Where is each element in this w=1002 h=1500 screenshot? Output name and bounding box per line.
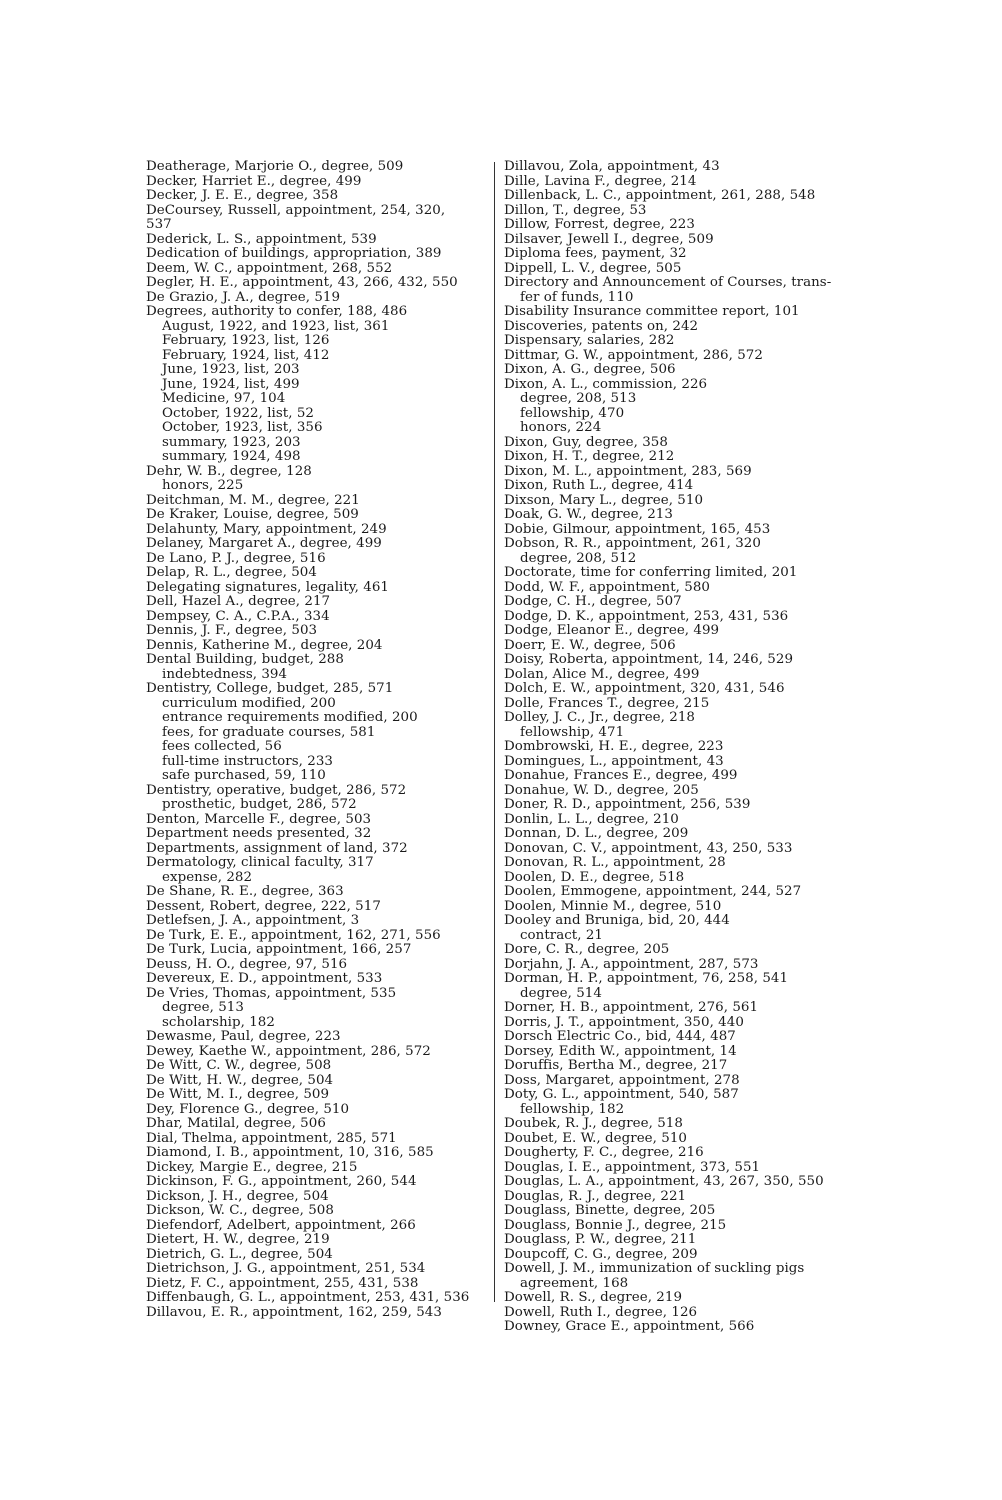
- index-entry: De Vries, Thomas, appointment, 535: [146, 985, 397, 1001]
- index-subentry: degree, 514: [520, 985, 602, 1001]
- index-entry: Dolch, E. W., appointment, 320, 431, 546: [504, 681, 785, 696]
- index-entry: Dodge, C. H., degree, 507: [504, 594, 682, 609]
- index-entry: Dowell, R. S., degree, 219: [504, 1290, 683, 1305]
- index-subentry: prosthetic, budget, 286, 572: [162, 797, 357, 812]
- index-entry: Dombrowski, H. E., degree, 223: [504, 739, 724, 754]
- index-entry: Degler, H. E., appointment, 43, 266, 432, 550: [146, 275, 458, 290]
- index-subentry: entrance requirements modified, 200: [162, 710, 418, 725]
- index-subentry: February, 1924, list, 412: [162, 347, 330, 363]
- column-divider: [494, 162, 495, 1302]
- index-entry: Donovan, C. V., appointment, 43, 250, 533: [504, 840, 793, 856]
- index-subentry: degree, 513: [162, 1000, 244, 1015]
- index-entry: Dorris, J. T., appointment, 350, 440: [504, 1014, 744, 1030]
- index-entry: Dillavou, E. R., appointment, 162, 259, 543: [146, 1304, 442, 1320]
- index-entry: Douglass, P. W., degree, 211: [504, 1232, 697, 1247]
- index-entry: Dorsey, Edith W., appointment, 14: [504, 1043, 737, 1059]
- index-entry: Dixson, Mary L., degree, 510: [504, 492, 704, 508]
- index-entry: Dodd, W. F., appointment, 580: [504, 579, 710, 595]
- index-subentry: fellowship, 182: [520, 1101, 625, 1117]
- index-entry: Doak, G. W., degree, 213: [504, 507, 673, 522]
- index-entry: Dispensary, salaries, 282: [504, 333, 675, 348]
- index-entry: Dentistry, operative, budget, 286, 572: [146, 782, 407, 798]
- index-entry: Dittmar, G. W., appointment, 286, 572: [504, 347, 763, 363]
- index-subentry: fer of funds, 110: [520, 289, 634, 305]
- index-entry: Dewasme, Paul, degree, 223: [146, 1029, 341, 1044]
- index-entry: Dippell, L. V., degree, 505: [504, 260, 682, 276]
- index-entry: Dietert, H. W., degree, 219: [146, 1232, 330, 1247]
- index-entry: Delegating signatures, legality, 461: [146, 579, 389, 595]
- index-entry: Doruffis, Bertha M., degree, 217: [504, 1058, 728, 1073]
- index-entry: Dorner, H. B., appointment, 276, 561: [504, 1000, 759, 1015]
- index-entry: Dixon, A. G., degree, 506: [504, 362, 676, 377]
- index-entry: Dooley and Bruniga, bid, 20, 444: [504, 913, 730, 928]
- index-entry: Dixon, A. L., commission, 226: [504, 376, 708, 392]
- index-subentry: full-time instructors, 233: [162, 753, 333, 769]
- index-entry: Dobson, R. R., appointment, 261, 320: [504, 536, 761, 551]
- index-entry: Dickey, Margie E., degree, 215: [146, 1159, 358, 1175]
- index-entry: Dorjahn, J. A., appointment, 287, 573: [504, 956, 759, 972]
- index-entry: De Shane, R. E., degree, 363: [146, 884, 344, 899]
- index-entry: Dorsch Electric Co., bid, 444, 487: [504, 1029, 736, 1044]
- index-subentry: February, 1923, list, 126: [162, 333, 330, 348]
- index-entry: Doss, Margaret, appointment, 278: [504, 1072, 740, 1088]
- index-subentry: June, 1923, list, 203: [162, 362, 300, 377]
- index-entry: Dewey, Kaethe W., appointment, 286, 572: [146, 1043, 431, 1059]
- index-entry: Dennis, Katherine M., degree, 204: [146, 637, 383, 653]
- index-entry: Dessent, Robert, degree, 222, 517: [146, 898, 381, 914]
- index-entry: Dorman, H. P., appointment, 76, 258, 541: [504, 971, 789, 986]
- index-entry: Dixon, H. T., degree, 212: [504, 449, 675, 464]
- index-entry: Dodge, D. K., appointment, 253, 431, 536: [504, 608, 789, 624]
- index-subentry: expense, 282: [162, 869, 253, 885]
- index-entry: Dobie, Gilmour, appointment, 165, 453: [504, 521, 771, 537]
- index-entry: Dietz, F. C., appointment, 255, 431, 538: [146, 1275, 419, 1291]
- index-entry: Decker, J. E. E., degree, 358: [146, 188, 339, 203]
- index-entry: Doerr, E. W., degree, 506: [504, 637, 676, 653]
- index-subentry: summary, 1924, 498: [162, 449, 301, 464]
- index-entry: Denton, Marcelle F., degree, 503: [146, 811, 372, 827]
- index-entry: Dillenback, L. C., appointment, 261, 288, 548: [504, 188, 816, 203]
- index-entry: Dillavou, Zola, appointment, 43: [504, 159, 720, 174]
- index-entry: Dempsey, C. A., C.P.A., 334: [146, 608, 330, 624]
- index-entry: Dille, Lavina F., degree, 214: [504, 173, 697, 189]
- index-entry: Decker, Harriet E., degree, 499: [146, 173, 362, 189]
- index-column-left: [146, 160, 486, 1320]
- index-entry: Dolley, J. C., Jr., degree, 218: [504, 710, 695, 725]
- index-entry: Donnan, D. L., degree, 209: [504, 826, 689, 841]
- index-subentry: fees, for graduate courses, 581: [162, 724, 376, 740]
- index-entry: Dell, Hazel A., degree, 217: [146, 594, 331, 609]
- index-subentry: fellowship, 470: [520, 405, 625, 421]
- index-entry: Doolen, Emmogene, appointment, 244, 527: [504, 884, 802, 899]
- index-entry: Dehr, W. B., degree, 128: [146, 463, 312, 479]
- index-entry: Delap, R. L., degree, 504: [146, 565, 317, 580]
- index-subentry: summary, 1923, 203: [162, 434, 301, 450]
- index-entry: Donlin, L. L., degree, 210: [504, 811, 679, 827]
- index-entry: Doty, G. L., appointment, 540, 587: [504, 1087, 739, 1102]
- index-continuation: 537: [146, 217, 172, 232]
- index-entry: Douglas, R. J., degree, 221: [504, 1188, 687, 1204]
- index-entry: Dillow, Forrest, degree, 223: [504, 217, 695, 232]
- index-entry: Deatherage, Marjorie O., degree, 509: [146, 159, 404, 174]
- index-entry: Dermatology, clinical faculty, 317: [146, 855, 374, 870]
- index-entry: Dickson, W. C., degree, 508: [146, 1203, 334, 1218]
- index-entry: Disability Insurance committee report, 101: [504, 304, 800, 319]
- index-entry: Doubek, R. J., degree, 518: [504, 1116, 683, 1131]
- index-entry: Dolle, Frances T., degree, 215: [504, 695, 710, 711]
- index-entry: Dixon, Ruth L., degree, 414: [504, 478, 694, 493]
- index-entry: Delaney, Margaret A., degree, 499: [146, 536, 382, 551]
- index-entry: Doner, R. D., appointment, 256, 539: [504, 797, 751, 812]
- index-entry: Donahue, Frances E., degree, 499: [504, 768, 738, 783]
- index-entry: Doolen, Minnie M., degree, 510: [504, 898, 722, 914]
- index-entry: Degrees, authority to confer, 188, 486: [146, 304, 408, 319]
- index-entry: Dhar, Matilal, degree, 506: [146, 1116, 326, 1131]
- index-subentry: honors, 225: [162, 478, 244, 493]
- index-entry: Dilsaver, Jewell I., degree, 509: [504, 231, 714, 247]
- index-entry: Dickinson, F. G., appointment, 260, 544: [146, 1174, 417, 1189]
- index-entry: Dederick, L. S., appointment, 539: [146, 231, 377, 247]
- index-entry: Dial, Thelma, appointment, 285, 571: [146, 1130, 397, 1146]
- index-entry: Dore, C. R., degree, 205: [504, 942, 670, 957]
- index-subentry: honors, 224: [520, 420, 602, 435]
- index-entry: Dentistry, College, budget, 285, 571: [146, 681, 394, 696]
- index-entry: Dietrichson, J. G., appointment, 251, 534: [146, 1261, 426, 1276]
- index-entry: Delahunty, Mary, appointment, 249: [146, 521, 387, 537]
- index-entry: Dennis, J. F., degree, 503: [146, 623, 318, 638]
- index-entry: Dowell, Ruth I., degree, 126: [504, 1304, 698, 1320]
- index-entry: Dolan, Alice M., degree, 499: [504, 666, 700, 682]
- index-subentry: August, 1922, and 1923, list, 361: [162, 318, 390, 334]
- index-entry: Doolen, D. E., degree, 518: [504, 869, 685, 885]
- index-entry: Detlefsen, J. A., appointment, 3: [146, 913, 360, 928]
- index-entry: De Witt, M. I., degree, 509: [146, 1087, 330, 1102]
- index-subentry: October, 1922, list, 52: [162, 405, 314, 421]
- index-subentry: indebtedness, 394: [162, 666, 288, 682]
- index-entry: Douglas, L. A., appointment, 43, 267, 350, 550: [504, 1174, 824, 1189]
- index-entry: Domingues, L., appointment, 43: [504, 753, 724, 769]
- index-entry: Deuss, H. O., degree, 97, 516: [146, 956, 348, 972]
- index-entry: Dodge, Eleanor E., degree, 499: [504, 623, 720, 638]
- index-entry: Doupcoff, C. G., degree, 209: [504, 1246, 698, 1262]
- index-entry: Directory and Announcement of Courses, trans-: [504, 275, 832, 290]
- index-subentry: degree, 208, 512: [520, 550, 637, 566]
- index-subentry: scholarship, 182: [162, 1014, 275, 1030]
- index-entry: Discoveries, patents on, 242: [504, 318, 699, 334]
- index-entry: De Kraker, Louise, degree, 509: [146, 507, 359, 522]
- index-subentry: curriculum modified, 200: [162, 695, 336, 711]
- index-entry: Doisy, Roberta, appointment, 14, 246, 529: [504, 652, 794, 667]
- index-subentry: June, 1924, list, 499: [162, 376, 300, 392]
- index-entry: De Witt, C. W., degree, 508: [146, 1058, 332, 1073]
- index-entry: Douglass, Binette, degree, 205: [504, 1203, 716, 1218]
- index-entry: De Lano, P. J., degree, 516: [146, 550, 326, 566]
- index-subentry: fellowship, 471: [520, 724, 625, 740]
- index-entry: Deitchman, M. M., degree, 221: [146, 492, 360, 508]
- index-entry: De Grazio, J. A., degree, 519: [146, 289, 341, 305]
- index-entry: De Turk, E. E., appointment, 162, 271, 556: [146, 927, 441, 943]
- index-entry: Downey, Grace E., appointment, 566: [504, 1319, 755, 1334]
- index-entry: Dowell, J. M., immunization of suckling pigs: [504, 1261, 805, 1276]
- index-entry: Devereux, E. D., appointment, 533: [146, 971, 383, 986]
- index-subentry: Medicine, 97, 104: [162, 391, 286, 406]
- index-entry: Department needs presented, 32: [146, 826, 372, 841]
- index-entry: De Witt, H. W., degree, 504: [146, 1072, 334, 1088]
- index-subentry: October, 1923, list, 356: [162, 420, 323, 435]
- index-entry: Diploma fees, payment, 32: [504, 246, 687, 261]
- index-subentry: fees collected, 56: [162, 739, 282, 754]
- index-entry: Dey, Florence G., degree, 510: [146, 1101, 350, 1117]
- index-entry: Dixon, M. L., appointment, 283, 569: [504, 463, 752, 479]
- index-entry: Deem, W. C., appointment, 268, 552: [146, 260, 393, 276]
- index-entry: Dougherty, F. C., degree, 216: [504, 1145, 704, 1160]
- index-entry: Departments, assignment of land, 372: [146, 840, 408, 856]
- index-subentry: agreement, 168: [520, 1275, 629, 1291]
- index-entry: Dental Building, budget, 288: [146, 652, 344, 667]
- index-entry: Dietrich, G. L., degree, 504: [146, 1246, 333, 1262]
- index-entry: Diffenbaugh, G. L., appointment, 253, 431, 536: [146, 1290, 470, 1305]
- index-entry: Dillon, T., degree, 53: [504, 202, 647, 218]
- index-entry: Doubet, E. W., degree, 510: [504, 1130, 687, 1146]
- index-entry: Dixon, Guy, degree, 358: [504, 434, 668, 450]
- index-entry: Diamond, I. B., appointment, 10, 316, 585: [146, 1145, 434, 1160]
- index-entry: Douglas, I. E., appointment, 373, 551: [504, 1159, 761, 1175]
- index-entry: Donovan, R. L., appointment, 28: [504, 855, 726, 870]
- index-subentry: safe purchased, 59, 110: [162, 768, 326, 783]
- index-subentry: contract, 21: [520, 927, 603, 943]
- index-entry: Diefendorf, Adelbert, appointment, 266: [146, 1217, 416, 1233]
- index-entry: DeCoursey, Russell, appointment, 254, 320,: [146, 202, 446, 218]
- index-entry: Dedication of buildings, appropriation, 389: [146, 246, 442, 261]
- index-entry: Dickson, J. H., degree, 504: [146, 1188, 329, 1204]
- index-column-right: [504, 160, 850, 1335]
- index-subentry: degree, 208, 513: [520, 391, 637, 406]
- index-entry: De Turk, Lucia, appointment, 166, 257: [146, 942, 412, 957]
- index-entry: Donahue, W. D., degree, 205: [504, 782, 699, 798]
- index-entry: Doctorate, time for conferring limited, 201: [504, 565, 798, 580]
- index-entry: Douglass, Bonnie J., degree, 215: [504, 1217, 727, 1233]
